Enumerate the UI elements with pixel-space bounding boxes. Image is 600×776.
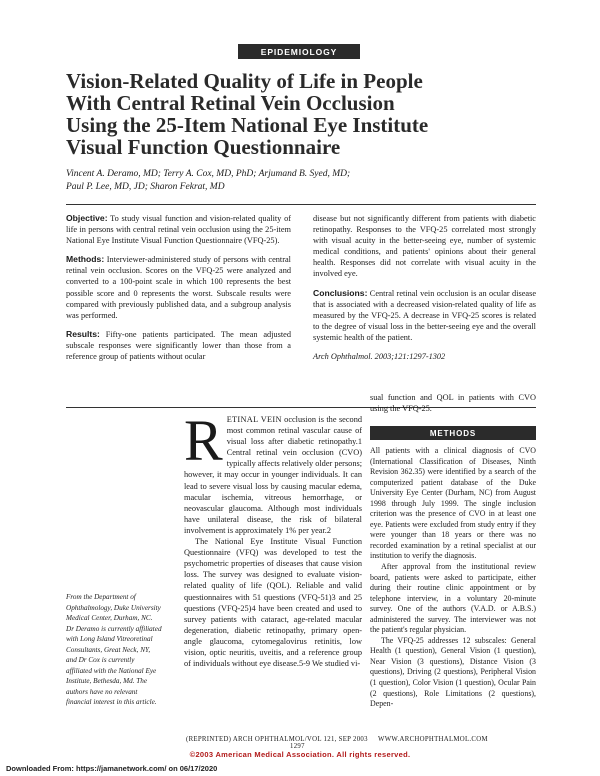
results-heading: Results: (66, 328, 100, 339)
affiliation-note: From the Department of Ophthalmology, Duke University Medical Center, Durham, NC. Dr Deramo is currently affiliated with Long Island Vitreoretinal Consultants, Great Neck, NY, and Dr Cox is currently affiliated with the National Eye Institute, Bethesda, Md. The authors have no relevant financial interest in this article. (66, 593, 162, 706)
article-citation: Arch Ophthalmol. 2003;121:1297-1302 (313, 352, 446, 362)
body-column-continued (370, 392, 536, 414)
section-tag-label: EPIDEMIOLOGY (260, 46, 338, 57)
intro-text: occlusion is the second most common retinal vascular cause of visual loss after diabetic retinopathy.1 Central retinal vein occlusion (CVO) typically affects relatively older persons; however, it may occur in younger individuals. It can lead to severe visual loss by causing macular edema, macular ischemia, vitreous hemorrhage, or neovascular glaucoma. Although most individuals have unilateral disease, the risk of bilateral involvement is approximately 1% per year.2 (184, 415, 363, 535)
abstract-objective (66, 213, 291, 246)
author-list (66, 168, 536, 193)
abstract-top-rule (66, 204, 536, 205)
section-tag (238, 44, 360, 59)
abstract-methods (66, 254, 291, 321)
methods-paragraph: After approval from the institutional review board, patients were asked to participate, either during their routine clinic appointment or by telephone interview, in a voluntary 20-minute survey. One of the authors (V.A.D. or A.B.S.) administered the survey. The interviewer was not the patient's regular physician. (370, 562, 536, 635)
title-line: Visual Function Questionnaire (66, 135, 341, 159)
vfq-paragraph: The National Eye Institute Visual Function Questionnaire (VFQ) was developed to test the psychometric properties of diseases that cause vision loss. The survey was designed to evaluate vision-related quality of life (QOL). Reliable and valid questionnaires with 51 questions (VFQ-51)3 and 25 questions (VFQ-25)4 have been created and used to survey patients with cataract, age-related macular degeneration, diabetic retinopathy, primary open-angle glaucoma, cytomegalovirus retinitis, low vision, optic neuritis, uveitis, and a reference group of individuals without eye disease.5-9 We studied vi- (184, 537, 362, 669)
title-line: With Central Retinal Vein Occlusion (66, 91, 395, 115)
author-line: Paul P. Lee, MD, JD; Sharon Fekrat, MD (66, 181, 225, 192)
intro-continued: sual function and QOL in patients with CVO using the VFQ-25. (370, 393, 536, 414)
methods-heading: METHODS (429, 428, 477, 438)
methods-paragraph: All patients with a clinical diagnosis of CVO (International Classification of Diseases, Ninth Revision 362.35) were identified by a search of the computerized patient database of the Duke University Eye Center (Durham, NC) from August 1998 through July 1999. The single inclusion criterion was the presence of CVO in at least one eye. Patients were excluded from study entry if they were younger than 18 years or there was no recorded examination by a retinal specialist at our institution to verify the diagnosis. (370, 446, 536, 561)
methods-heading-bar (370, 426, 536, 440)
methods-column (370, 446, 536, 710)
page-number: 1297 (290, 743, 305, 750)
abstract-results (66, 329, 291, 362)
methods-paragraph: The VFQ-25 addresses 12 subscales: General Health (1 question), General Vision (1 question), Near Vision (3 questions), Distance Vision (3 questions), Driving (2 questions), Peripheral Vision (1 question), Color Vision (1 question), Ocular Pain (2 questions), Role Limitations (2 questions), Depen- (370, 635, 536, 709)
conclusions-heading: Conclusions: (313, 287, 368, 298)
abstract-conclusions (313, 288, 536, 343)
results-text: Fifty-one patients participated. The mean adjusted subscale responses were significantly lower than those from a reference group of patients without ocular (66, 329, 291, 362)
conclusions-text: Central retinal vein occlusion is an ocular disease that is associated with a decreased vision-related quality of life as measured by the VFQ-25. A decrease in VFQ-25 scores is related to the degree of visual loss in the better-seeing eye and the overall systemic health of the patient. (313, 288, 536, 342)
drop-cap: R (184, 408, 223, 473)
methods-abstract-heading: Methods: (66, 254, 105, 265)
title-line: Using the 25-Item National Eye Institute (66, 113, 429, 137)
article-title (66, 70, 536, 158)
results-continued: disease but not significantly different from patients with diabetic retinopathy. Responses to the VFQ-25 correlated most strongly with visual acuity in the better-seeing eye, number of systemic medical conditions, and patients' opinions about their general health. Responses did not correlate with visual acuity in the involved eye. (313, 214, 536, 279)
intro-paragraph (184, 408, 363, 536)
objective-heading: Objective: (66, 213, 108, 223)
abstract-left-column (66, 213, 291, 362)
copyright-notice: ©2003 American Medical Association. All rights reserved. (189, 750, 411, 759)
abstract-right-column (313, 213, 536, 362)
objective-text: To study visual function and vision-related quality of life in persons with central retinal vein occlusion using the 25-item National Eye Institute Visual Function Questionnaire (VFQ-25). (66, 214, 291, 246)
download-stamp: Downloaded From: https://jamanetwork.com/ on 06/17/2020 (6, 764, 218, 773)
body-column-intro (184, 408, 363, 669)
journal-footer-left: (REPRINTED) ARCH OPHTHALMOL/VOL 121, SEP 2003 (186, 736, 368, 743)
author-line: Vincent A. Deramo, MD; Terry A. Cox, MD, PhD; Arjumand B. Syed, MD; (66, 169, 351, 179)
journal-footer-right: WWW.ARCHOPHTHALMOL.COM (378, 736, 488, 743)
intro-lead-in: ETINAL VEIN (226, 415, 282, 424)
title-line: Vision-Related Quality of Life in People (66, 69, 423, 93)
methods-abstract-text: Interviewer-administered study of persons with central retinal vein occlusion. Scores on the VFQ-25 were analyzed and converted to a 100-point scale in which 100 represents the best possible score and 0 represents the worst. Subscale results were compared with previously published data, and a subgroup analysis was performed. (66, 255, 291, 320)
